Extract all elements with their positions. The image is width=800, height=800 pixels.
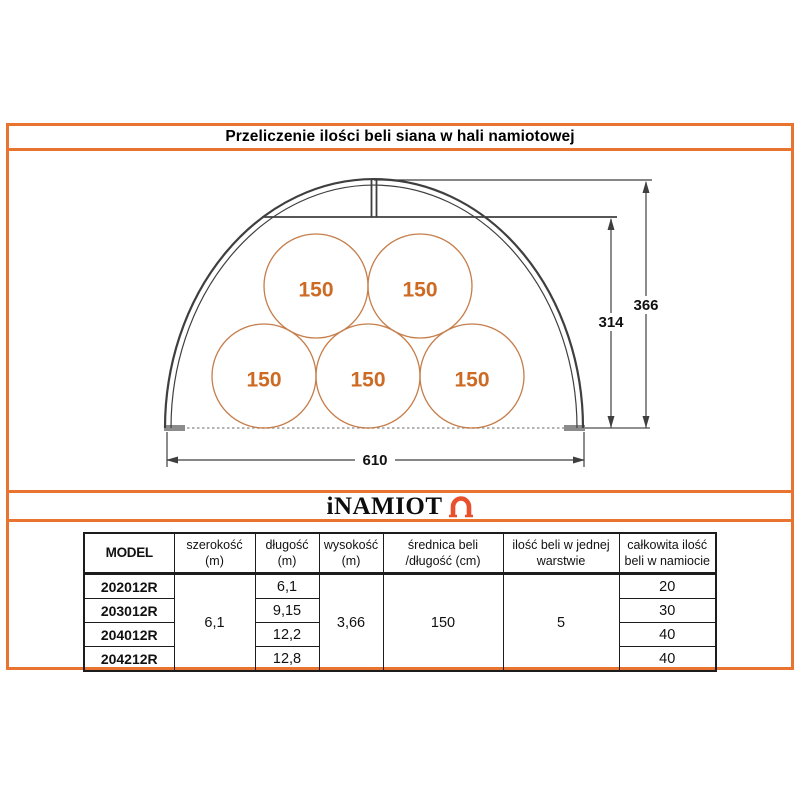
szerokosc-cell: 6,1 bbox=[174, 574, 255, 672]
model-cell: 203012R bbox=[84, 599, 174, 623]
dim-366-arrow-up bbox=[643, 181, 650, 193]
model-cell: 202012R bbox=[84, 574, 174, 599]
dlugosc-cell: 12,8 bbox=[255, 647, 319, 672]
dim-314-arrow-down bbox=[608, 416, 615, 428]
calkowita-cell: 40 bbox=[619, 623, 716, 647]
dim-366-label: 366 bbox=[633, 297, 659, 314]
tent-arch-icon bbox=[448, 494, 474, 518]
bale-label: 150 bbox=[246, 368, 282, 392]
tent-left-foot bbox=[164, 425, 185, 431]
dim-610-arrow-left bbox=[166, 457, 178, 464]
srednica-cell: 150 bbox=[383, 574, 503, 672]
wysokosc-cell: 3,66 bbox=[319, 574, 383, 672]
header-szerokosc: szerokość (m) bbox=[174, 533, 255, 574]
header-model bbox=[84, 533, 174, 574]
header-dlugosc: długość (m) bbox=[255, 533, 319, 574]
dim-610-label: 610 bbox=[362, 452, 388, 469]
spec-table bbox=[83, 532, 717, 672]
header-wysokosc: wysokość (m) bbox=[319, 533, 383, 574]
dim-366-arrow-down bbox=[643, 416, 650, 428]
header-srednica: średnica beli /długość (cm) bbox=[383, 533, 503, 574]
main-panel bbox=[6, 123, 794, 670]
calkowita-cell: 30 bbox=[619, 599, 716, 623]
model-cell: 204212R bbox=[84, 647, 174, 672]
model-cell: 204012R bbox=[84, 623, 174, 647]
title-bar bbox=[9, 126, 791, 151]
beli-w-warstwie-cell: 5 bbox=[503, 574, 619, 672]
bale-label: 150 bbox=[454, 368, 490, 392]
table-header-row bbox=[84, 533, 716, 574]
header-ilosc-warstwa: ilość beli w jednej warstwie bbox=[503, 533, 619, 574]
dlugosc-cell: 12,2 bbox=[255, 623, 319, 647]
table-row bbox=[84, 574, 716, 599]
table-area bbox=[9, 522, 791, 667]
bale-label: 150 bbox=[402, 278, 438, 302]
calkowita-cell: 40 bbox=[619, 647, 716, 672]
bale-labels bbox=[246, 279, 489, 392]
dim-314-arrow-up bbox=[608, 218, 615, 230]
dimension-width bbox=[166, 432, 585, 469]
bale-label: 150 bbox=[298, 278, 334, 302]
bale-circles bbox=[212, 234, 524, 428]
dimension-side-height bbox=[593, 218, 629, 428]
logo-bar bbox=[9, 493, 791, 522]
header-calkowita: całkowita ilość beli w namiocie bbox=[619, 533, 716, 574]
header-model-label: MODEL bbox=[105, 545, 153, 561]
dim-314-label: 314 bbox=[598, 314, 624, 331]
tent-cross-section-diagram bbox=[9, 151, 791, 490]
logo-text: iNAMIOT bbox=[326, 492, 443, 520]
dimension-total-height bbox=[628, 181, 664, 428]
bale-label: 150 bbox=[350, 368, 386, 392]
dlugosc-cell: 6,1 bbox=[255, 574, 319, 599]
tent-right-foot bbox=[564, 425, 585, 431]
page-title: Przeliczenie ilości beli siana w hali namiotowej bbox=[225, 128, 575, 145]
calkowita-cell: 20 bbox=[619, 574, 716, 599]
tent-inner-arc bbox=[171, 185, 577, 428]
diagram-area bbox=[9, 151, 791, 493]
dim-610-arrow-right bbox=[573, 457, 585, 464]
dlugosc-cell: 9,15 bbox=[255, 599, 319, 623]
